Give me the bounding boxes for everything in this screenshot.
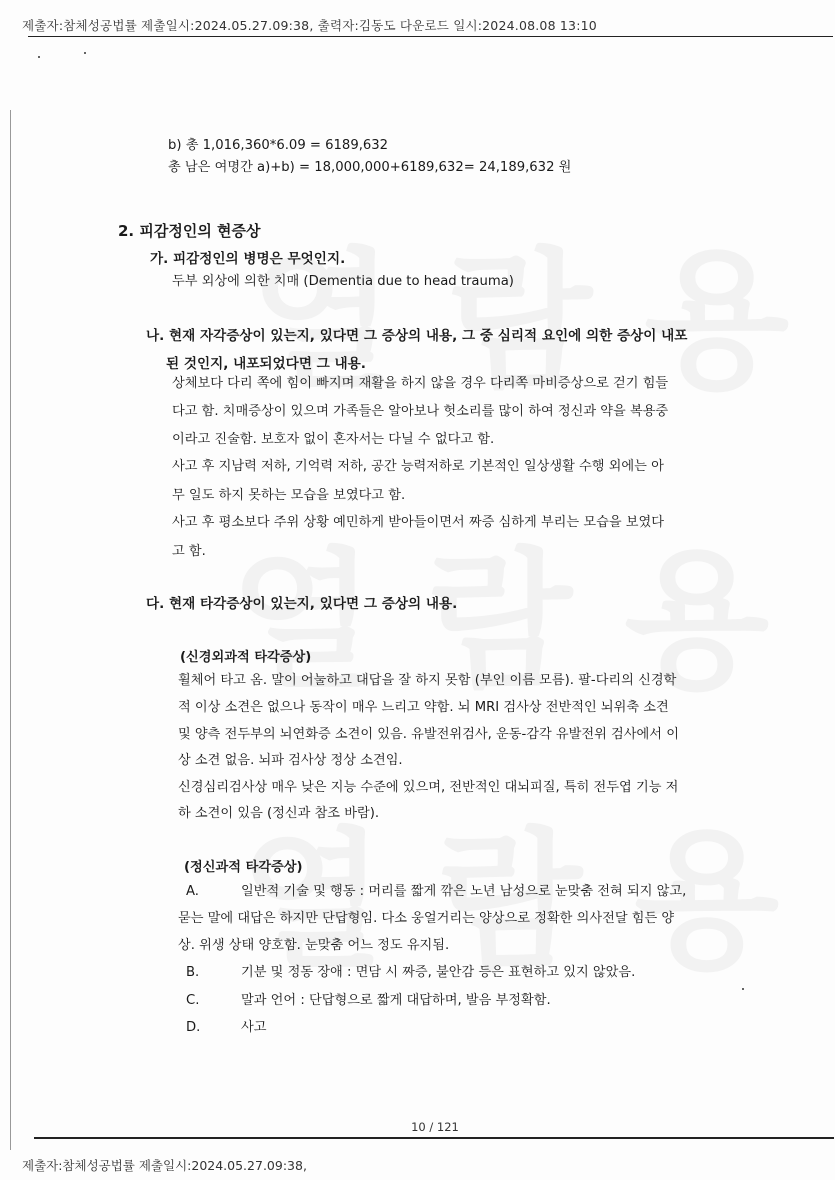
psych-item-a-text-cont: 상. 위생 상태 양호함. 눈맞춤 어느 정도 유지됨. [178, 938, 450, 953]
psych-item-d-text: 사고 [241, 1020, 267, 1035]
subsection-ga-body: 두부 외상에 의한 치매 (Dementia due to head trauma) [172, 274, 514, 289]
psych-item-c-text: 말과 언어 : 단답형으로 짧게 대답하며, 발음 부정확함. [241, 993, 551, 1008]
calc-total: 총 남은 여명간 a)+b) = 18,000,000+6189,632= 24,189,632 원 [168, 160, 572, 175]
subsection-da-title: 다. 현재 타각증상이 있는지, 있다면 그 증상의 내용. [146, 596, 458, 612]
neuro-paragraph-line: 및 양측 전두부의 뇌연화증 소견이 있음. 유발전위검사, 운동-감각 유발전위 검사에서 이 [178, 727, 679, 742]
na-paragraph-line: 사고 후 평소보다 주위 상황 예민하게 받아들이면서 짜증 심하게 부리는 모습을 보였다 [172, 515, 664, 530]
psych-item-a-text-cont: 묻는 말에 대답은 하지만 단답형임. 다소 웅얼거리는 양상으로 정확한 의사전달 힘든 양 [178, 911, 675, 926]
psych-item-a-text: 일반적 기술 및 행동 : 머리를 짧게 깎은 노년 남성으로 눈맞춤 전혀 되지 않고, [241, 884, 687, 899]
page-number: 10 / 121 [411, 1120, 459, 1134]
neuro-paragraph-line: 상 소견 없음. 뇌파 검사상 정상 소견임. [178, 753, 403, 768]
scan-speck [38, 56, 40, 58]
na-paragraph-line: 다고 함. 치매증상이 있으며 가족들은 알아보나 헛소리를 많이 하여 정신과 약을 복용중 [172, 404, 669, 419]
psych-item-b-label: B. [186, 965, 200, 980]
na-paragraph-line: 이라고 진술함. 보호자 없이 혼자서는 다닐 수 없다고 함. [172, 432, 495, 447]
na-paragraph-line: 상체보다 다리 쪽에 힘이 빠지며 재활을 하지 않을 경우 다리쪽 마비증상으로 걷기 힘들 [172, 376, 669, 391]
psych-item-d-label: D. [186, 1020, 201, 1035]
scan-speck [742, 988, 744, 990]
psych-item-a-label: A. [186, 884, 199, 899]
footer-rule [34, 1137, 834, 1139]
neuro-paragraph-line: 하 소견이 있음 (정신과 참조 바람). [178, 806, 380, 821]
submission-footer: 제출자:참체성공법률 제출일시:2024.05.27.09:38, [22, 1158, 307, 1173]
scan-speck [84, 52, 86, 54]
subsection-ga-title: 가. 피감정인의 병명은 무엇인지. [150, 251, 346, 267]
neuro-paragraph-line: 신경심리검사상 매우 낮은 지능 수준에 있으며, 전반적인 대뇌피질, 특히 전두엽 기능 저 [178, 780, 679, 795]
submission-header: 제출자:참체성공법률 제출일시:2024.05.27.09:38, 출력자:김동도 다운로드 일시:2024.08.08 13:10 [22, 18, 597, 33]
left-margin-rule [10, 110, 11, 1150]
neuro-paragraph-line: 휠체어 타고 옴. 말이 어눌하고 대답을 잘 하지 못함 (부인 이름 모름). 팔-다리의 신경학 [178, 673, 677, 688]
na-paragraph-line: 사고 후 지남력 저하, 기억력 저하, 공간 능력저하로 기본적인 일상생활 수행 외에는 아 [172, 459, 664, 474]
neuro-paragraph-line: 적 이상 소견은 없으나 동작이 매우 느리고 약함. 뇌 MRI 검사상 전반적인 뇌위축 소견 [178, 700, 669, 715]
calc-line-b: b) 총 1,016,360*6.09 = 6189,632 [168, 138, 389, 153]
psych-item-b-text: 기분 및 정동 장애 : 면담 시 짜증, 불안감 등은 표현하고 있지 않았음. [241, 965, 636, 980]
psych-findings-title: (정신과적 타각증상) [184, 860, 303, 875]
psych-item-c-label: C. [186, 993, 200, 1008]
subsection-na-title-cont: 된 것인지, 내포되었다면 그 내용. [166, 356, 366, 372]
subsection-na-title: 나. 현재 자각증상이 있는지, 있다면 그 증상의 내용, 그 중 심리적 요인에 의한 증상이 내포 [146, 328, 688, 344]
na-paragraph-line: 고 함. [172, 544, 206, 559]
section-title: 2. 피감정인의 현증상 [118, 222, 261, 240]
neuro-findings-title: (신경외과적 타각증상) [180, 650, 312, 665]
header-rule [28, 36, 833, 37]
na-paragraph-line: 무 일도 하지 못하는 모습을 보였다고 함. [172, 488, 406, 503]
